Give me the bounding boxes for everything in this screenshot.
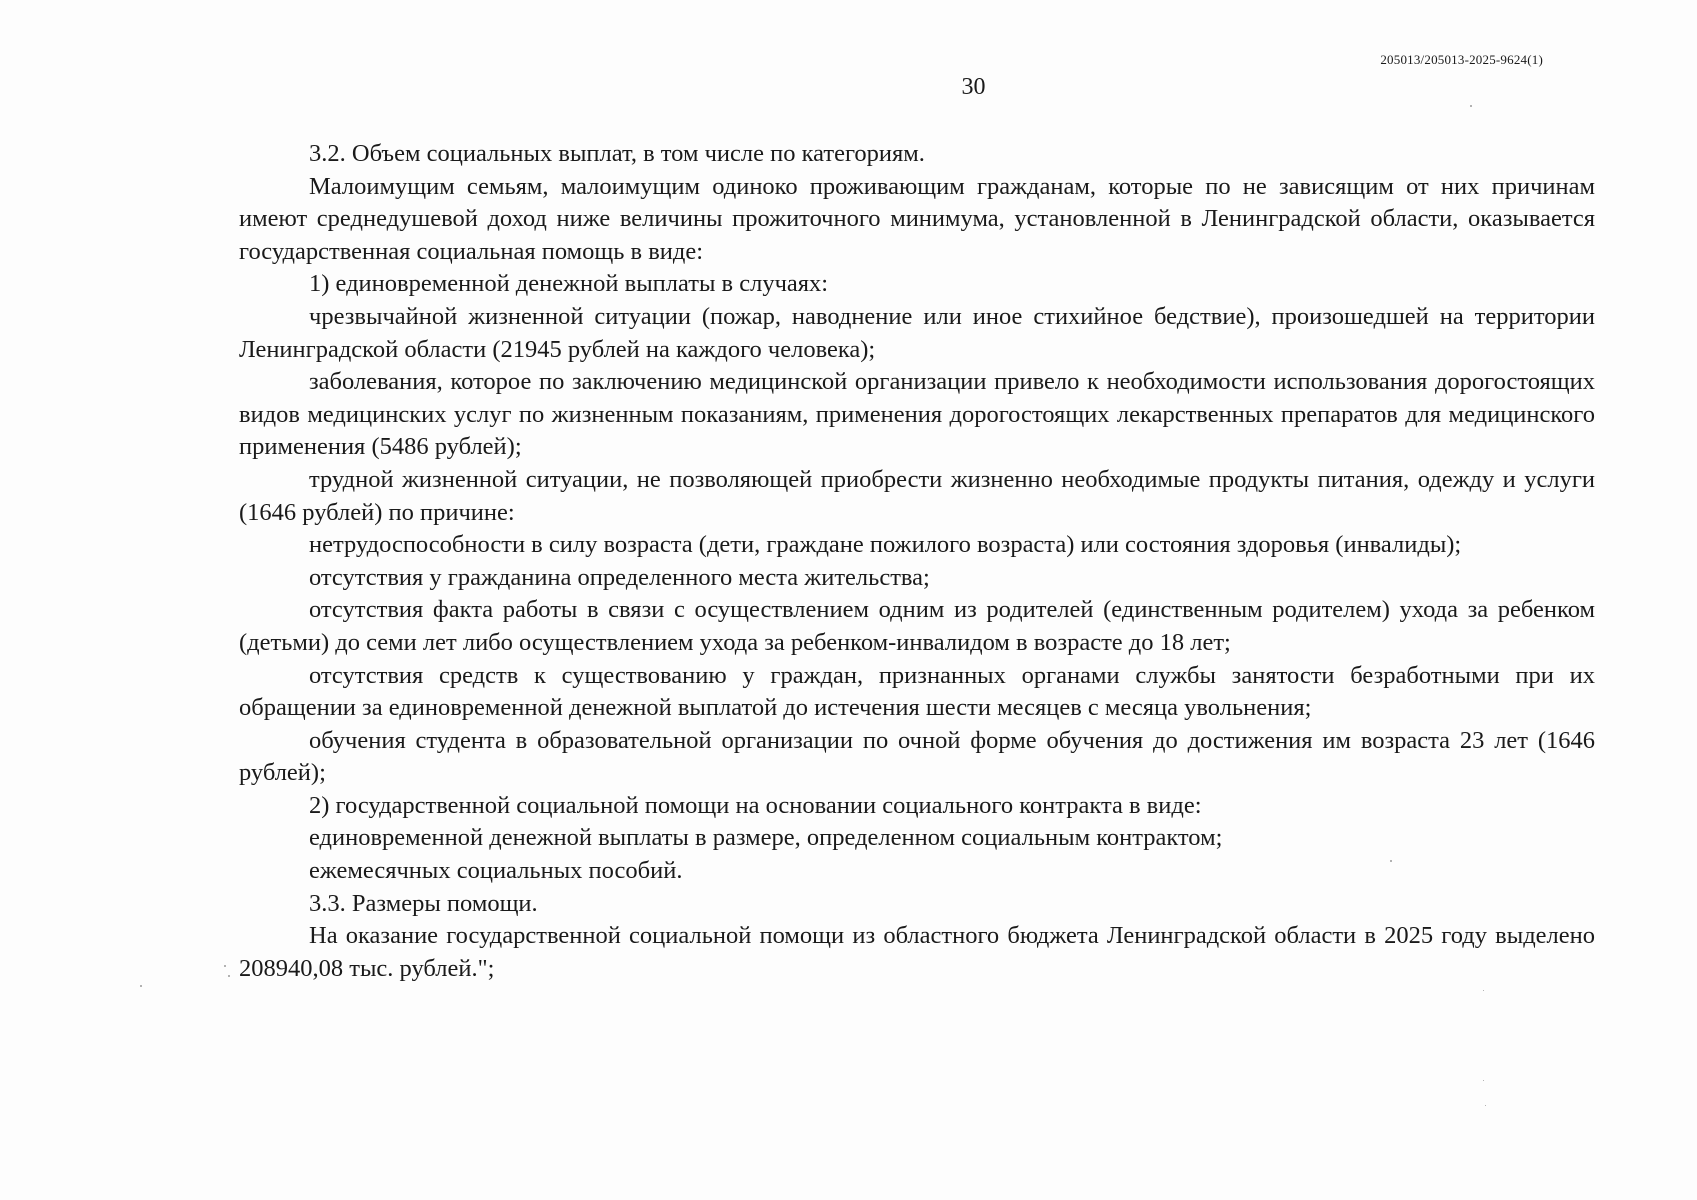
paragraph-budget: На оказание государственной социальной помощи из областного бюджета Ленинградской области в 2025 году выделено 208940,08 тыс. рублей."; xyxy=(239,922,1595,982)
page-number: 30 xyxy=(961,74,986,100)
scan-speck xyxy=(1470,105,1472,107)
scan-speck xyxy=(1390,860,1392,862)
scan-speck xyxy=(1483,1080,1484,1081)
scan-speck xyxy=(228,975,230,977)
paragraph-unemployed: отсутствия средств к существованию у граждан, признанных органами службы занятости безработными при их обращении за единовременной денежной выплатой до истечения шести месяцев с месяца увольнения; xyxy=(239,661,1595,722)
paragraph-hardship: трудной жизненной ситуации, не позволяющей приобрести жизненно необходимые продукты питания, одежду и услуги (1646 рублей) по причине: xyxy=(239,465,1595,526)
paragraph-lump-sum: единовременной денежной выплаты в размере, определенном социальным контрактом; xyxy=(309,824,1223,852)
scan-speck xyxy=(1483,990,1484,991)
paragraph-intro: Малоимущим семьям, малоимущим одиноко проживающим гражданам, которые по не зависящим от них причинам имеют среднедушевой доход ниже величины прожиточного минимума, установленной в Ленинградской области, оказывается государственная социальная помощь в виде: xyxy=(239,172,1595,265)
paragraph-section-3-2-heading: 3.2. Объем социальных выплат, в том числе по категориям. xyxy=(309,140,925,167)
paragraph-disability: нетрудоспособности в силу возраста (дети, граждане пожилого возраста) или состояния здоровья (инвалиды); xyxy=(309,531,1462,559)
paragraph-childcare: отсутствия факта работы в связи с осуществлением одним из родителей (единственным родителем) ухода за ребенком (детьми) до семи лет либо осуществлением ухода за ребенком-инвалидом в возрасте до 18 лет; xyxy=(239,596,1595,656)
paragraph-no-residence: отсутствия у гражданина определенного места жительства; xyxy=(309,563,930,591)
paragraph-item-1: 1) единовременной денежной выплаты в случаях: xyxy=(309,270,829,298)
paragraph-illness: заболевания, которое по заключению медицинской организации привело к необходимости использования дорогостоящих видов медицинских услуг по жизненным показаниям, применения дорогостоящих лекарственных препаратов для медицинского применения (5486 рублей); xyxy=(239,368,1595,461)
paragraph-monthly-benefits: ежемесячных социальных пособий. xyxy=(309,857,683,885)
scan-speck xyxy=(1485,1105,1486,1106)
paragraph-emergency: чрезвычайной жизненной ситуации (пожар, наводнение или иное стихийное бедствие), произошедшей на территории Ленинградской области (21945 рублей на каждого человека); xyxy=(239,302,1595,363)
document-registration-number: 205013/205013-2025-9624(1) xyxy=(1380,52,1543,67)
scan-speck xyxy=(140,985,142,987)
scan-speck xyxy=(224,965,226,967)
paragraph-section-3-3-heading: 3.3. Размеры помощи. xyxy=(309,889,538,917)
document-body xyxy=(239,138,1595,985)
paragraph-item-2: 2) государственной социальной помощи на основании социального контракта в виде: xyxy=(309,791,1202,819)
paragraph-student: обучения студента в образовательной организации по очной форме обучения до достижения им возраста 23 лет (1646 рублей); xyxy=(239,726,1595,787)
